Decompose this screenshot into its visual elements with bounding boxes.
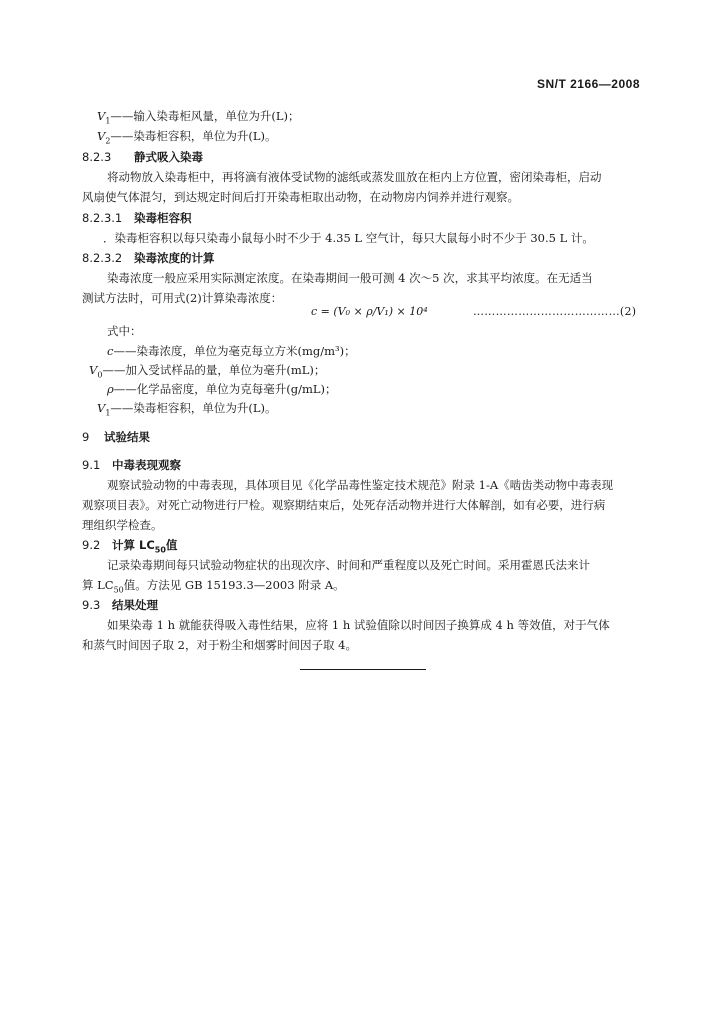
end-of-document-rule [300, 669, 426, 670]
section-number: 8.2.3 [82, 150, 112, 164]
definition-v1-airflow [97, 108, 300, 129]
symbol: V [97, 401, 106, 415]
paragraph-line: 和蒸气时间因子取 2，对于粉尘和烟雾时间因子取 4。 [82, 638, 357, 652]
symbol-subscript: 2 [105, 136, 111, 146]
definition-text: ——化学品密度，单位为克每毫升(g/mL)； [113, 382, 337, 396]
section-heading-9-3 [82, 597, 158, 613]
section-title: 中毒表现观察 [112, 458, 181, 472]
paragraph-line: 染毒浓度一般应采用实际测定浓度。在染毒期间一般可测 4 次～5 次，求其平均浓度。在无适当 [107, 271, 593, 285]
text-suffix: 值。方法见 GB 15193.3—2003 附录 A。 [123, 578, 345, 592]
lc50-subscript: 50 [113, 585, 124, 595]
definition-text: ——输入染毒柜风量，单位为升(L)； [110, 109, 300, 123]
paragraph-line: 如果染毒 1 h 就能获得吸入毒性结果，应将 1 h 试验值除以时间因子换算成 4 h 等效值，对于气体 [107, 618, 610, 632]
paragraph-line: 测试方法时，可用式(2)计算染毒浓度： [82, 291, 283, 305]
section-heading-9-1 [82, 457, 181, 473]
section-number: 8.2.3.1 [82, 211, 123, 225]
paragraph-line: 风扇使气体混匀，到达规定时间后打开染毒柜取出动物，在动物房内饲养并进行观察。 [82, 190, 519, 204]
section-title: 染毒柜容积 [134, 211, 192, 225]
symbol: ρ [107, 382, 114, 396]
paragraph-line [82, 577, 345, 598]
definition-rho-density [107, 381, 337, 397]
symbol-subscript: 0 [97, 370, 103, 380]
definition-c-concentration [107, 343, 356, 359]
section-number: 9.3 [82, 598, 101, 612]
lc50-subscript: 50 [154, 545, 166, 555]
paragraph-line: 理组织学检查。 [82, 518, 163, 532]
section-heading-9-2 [82, 537, 177, 558]
paragraph-line: 将动物放入染毒柜中，再将滴有液体受试物的滤纸或蒸发皿放在柜内上方位置，密闭染毒柜，启动 [107, 170, 602, 184]
section-title: 静式吸入染毒 [134, 150, 203, 164]
section-number: 9.1 [82, 458, 101, 472]
section-number: 9.2 [82, 538, 101, 552]
paragraph-line: 记录染毒期间每只试验动物症状的出现次序、时间和严重程度以及死亡时间。采用霍恩氏法来计 [107, 558, 590, 572]
definition-text: ——染毒浓度，单位为毫克每立方米(mg/m³)； [113, 344, 356, 358]
section-title: 染毒浓度的计算 [134, 251, 215, 265]
definition-text: ——染毒柜容积，单位为升(L)。 [110, 129, 277, 143]
section-heading-8-2-3-2 [82, 250, 215, 266]
definition-v2-volume [97, 128, 277, 149]
section-heading-8-2-3 [82, 149, 203, 165]
section-number: 8.2.3.2 [82, 251, 123, 265]
paragraph-line: 观察项目表》。对死亡动物进行尸检。观察期结束后，处死存活动物并进行大体解剖，如有必要，进行病 [82, 498, 606, 512]
paragraph-line: 观察试验动物的中毒表现，具体项目见《化学品毒性鉴定技术规范》附录 1-A《啮齿类动物中毒表现 [107, 478, 614, 492]
symbol-subscript: 1 [105, 408, 111, 418]
definition-v1-volume [97, 400, 277, 421]
definition-text: ——加入受试样品的量，单位为毫升(mL)； [102, 363, 326, 377]
title-suffix: 值 [165, 538, 178, 552]
title-prefix: 计算 LC [112, 538, 155, 552]
paragraph-line: ．染毒柜容积以每只染毒小鼠每小时不少于 4.35 L 空气计，每只大鼠每小时不少于 30.5 L 计。 [103, 231, 594, 245]
formula-reference-number: …………………………………(2) [473, 305, 637, 318]
text-prefix: 算 LC [82, 578, 114, 592]
section-heading-9 [82, 429, 150, 445]
section-heading-8-2-3-1 [82, 210, 192, 226]
section-number: 9 [82, 430, 90, 444]
formula-2: c = (V₀ × ρ/V₁) × 10⁴ [311, 305, 428, 318]
section-title [112, 538, 178, 555]
definition-text: ——染毒柜容积，单位为升(L)。 [110, 401, 277, 415]
symbol: V [89, 363, 98, 377]
section-title: 结果处理 [112, 598, 158, 612]
symbol: c [107, 344, 114, 358]
where-label: 式中： [107, 324, 142, 338]
section-title: 试验结果 [104, 430, 150, 444]
symbol-subscript: 1 [105, 116, 111, 126]
document-code: SN/T 2166—2008 [536, 77, 640, 91]
symbol: V [97, 109, 106, 123]
symbol: V [97, 129, 106, 143]
